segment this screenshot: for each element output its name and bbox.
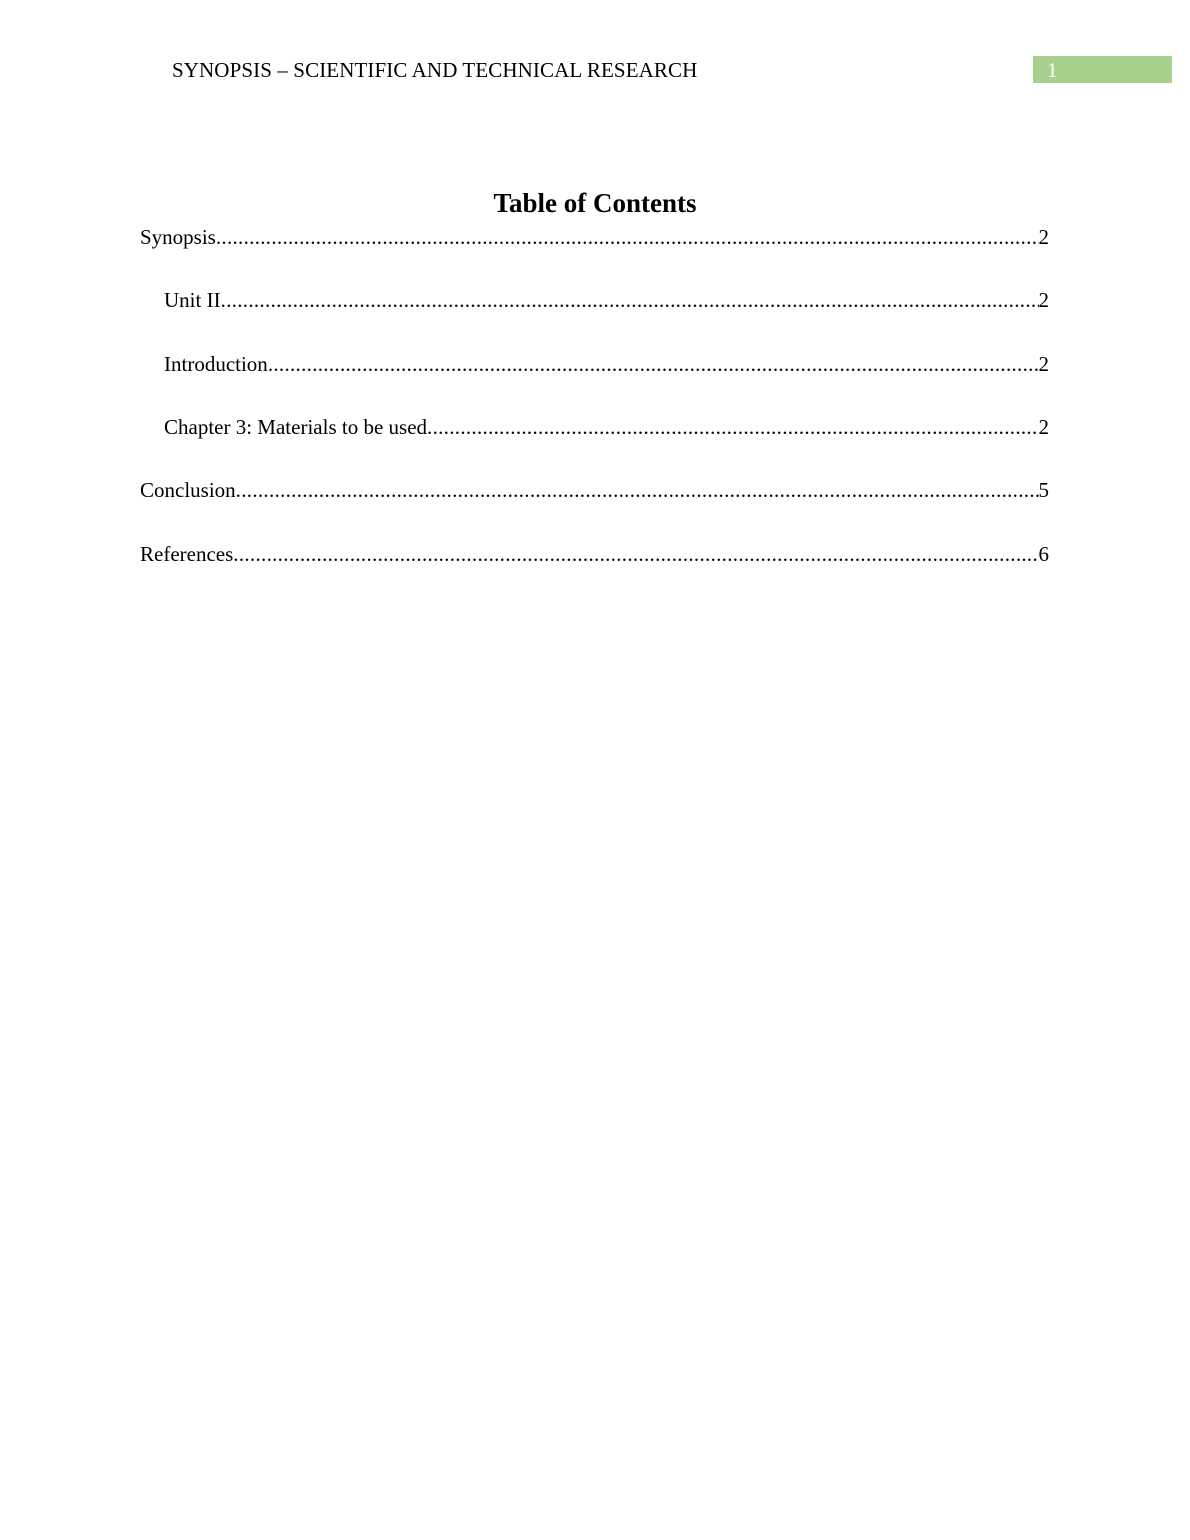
toc-dot-leader — [221, 287, 1039, 313]
toc-entry-page: 2 — [1038, 225, 1049, 249]
toc-entry-label: Conclusion — [140, 478, 236, 502]
toc-entry-page: 2 — [1038, 352, 1049, 376]
toc-entry-introduction[interactable] — [164, 351, 1049, 377]
toc-entry-chapter-3[interactable] — [164, 414, 1049, 440]
toc-entry-synopsis[interactable] — [140, 224, 1049, 250]
toc-dot-leader — [216, 224, 1039, 250]
header-title: SYNOPSIS – SCIENTIFIC AND TECHNICAL RESEARCH — [172, 58, 698, 82]
toc-dot-leader — [427, 414, 1038, 440]
toc-entry-label: Introduction — [164, 352, 268, 376]
toc-entry-label: Chapter 3: Materials to be used — [164, 415, 428, 439]
toc-entry-references[interactable] — [140, 541, 1049, 567]
toc-dot-leader — [268, 351, 1039, 377]
toc-entry-page: 6 — [1038, 542, 1049, 566]
toc-heading: Table of Contents — [493, 188, 697, 218]
page-number: 1 — [1047, 58, 1058, 82]
toc-dot-leader — [233, 541, 1038, 567]
toc-entry-conclusion[interactable] — [140, 477, 1049, 503]
toc-entry-label: Synopsis — [140, 225, 216, 249]
toc-entry-page: 2 — [1038, 288, 1049, 312]
toc-entry-unit-ii[interactable] — [164, 287, 1049, 313]
toc-entry-label: Unit II — [164, 288, 221, 312]
page-number-badge — [1033, 56, 1172, 83]
toc-entry-label: References — [140, 542, 234, 566]
toc-entry-page: 2 — [1038, 415, 1049, 439]
toc-entry-page: 5 — [1038, 478, 1049, 502]
toc-dot-leader — [236, 477, 1039, 503]
